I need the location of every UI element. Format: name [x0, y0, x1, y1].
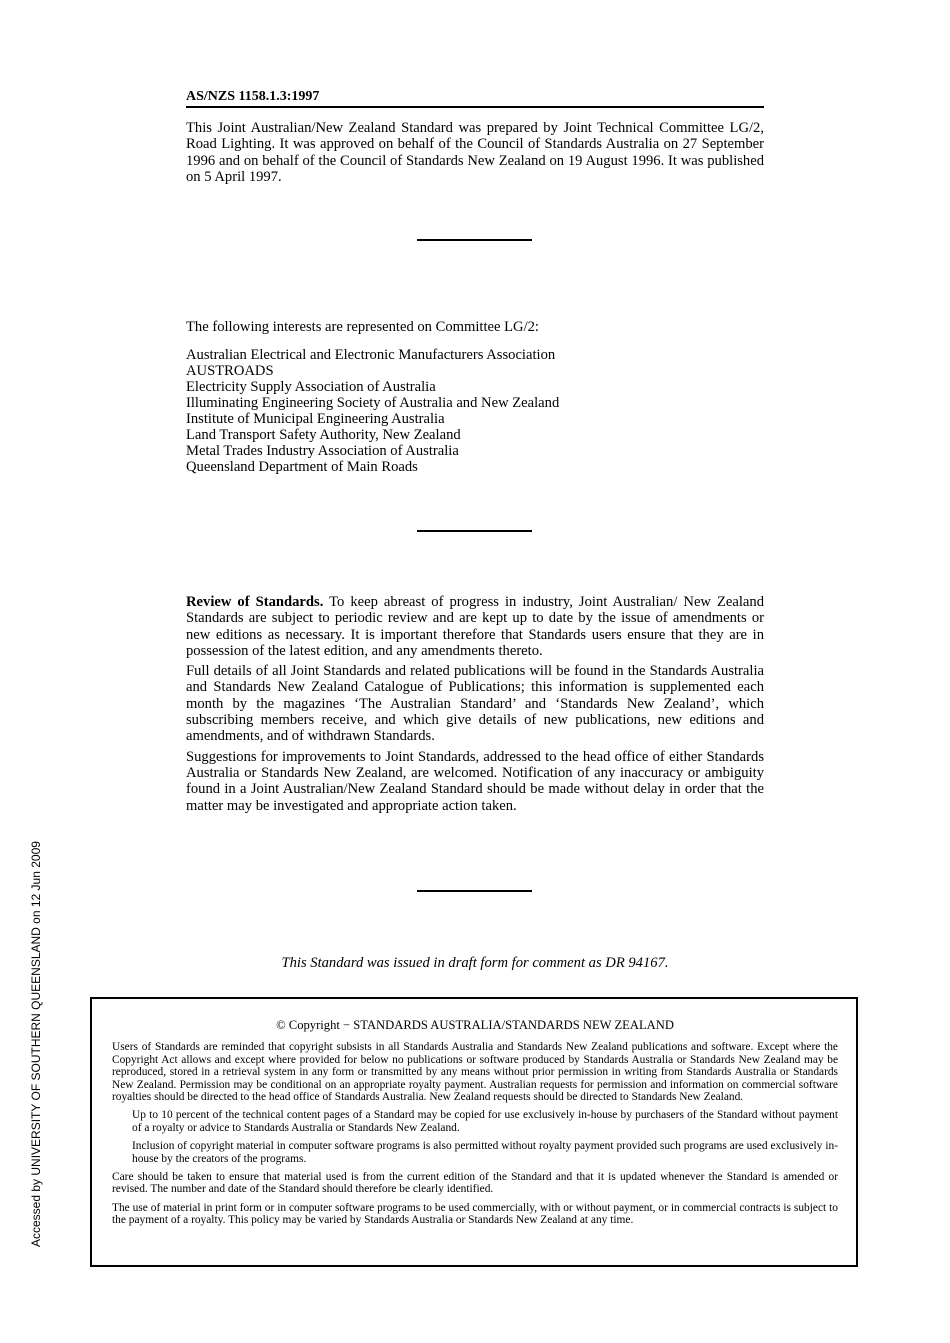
list-item: Metal Trades Industry Association of Australia [186, 443, 459, 459]
list-item: Illuminating Engineering Society of Australia and New Zealand [186, 395, 560, 411]
list-item: Australian Electrical and Electronic Manufacturers Association [186, 347, 556, 363]
review-section [186, 594, 764, 818]
copyright-paragraph: Inclusion of copyright material in computer software programs is also permitted without royalty payment provided such programs are used exclusively in-house by the creators of the programs. [132, 1140, 838, 1165]
intro-paragraph: This Joint Australian/New Zealand Standard was prepared by Joint Technical Committee LG/2, Road Lighting. It was approved on behalf of the Council of Standards Australia on 27 September 1996 and on behalf of the Council of Standards New Zealand on 19 August 1996. It was published on 5 April 1997. [186, 120, 764, 185]
list-item: Queensland Department of Main Roads [186, 459, 418, 475]
list-item: AUSTROADS [186, 363, 274, 379]
publications-paragraph: Full details of all Joint Standards and related publications will be found in the Standards Australia and Standards New Zealand Catalogue of Publications; this information is supplemented each month by the magazines ‘The Australian Standard’ and ‘Standards New Zealand’, which subscribing members receive, and which give details of new publications, new editions and amendments, and of withdrawn Standards. [186, 663, 764, 745]
list-item: Land Transport Safety Authority, New Zealand [186, 427, 461, 443]
review-text: To keep abreast of progress in industry, Joint Australian/ New Zealand Standards are subject to periodic review and are kept up to date by the issue of amendments or new editions as necessary. It is important therefore that Standards users ensure that they are in possession of the latest edition, and any amendments thereto. [186, 594, 765, 659]
section-divider [417, 530, 532, 532]
list-item: Electricity Supply Association of Australia [186, 379, 436, 395]
copyright-paragraph: Care should be taken to ensure that material used is from the current edition of the Standard and that it is updated whenever the Standard is amended or revised. The number and date of the Standard should therefore be clearly identified. [112, 1171, 838, 1196]
section-divider [417, 239, 532, 241]
access-watermark: Accessed by UNIVERSITY OF SOUTHERN QUEENSLAND on 12 Jun 2009 [29, 841, 43, 1247]
review-paragraph [186, 594, 764, 659]
copyright-paragraph: Up to 10 percent of the technical content pages of a Standard may be copied for use exclusively in-house by purchasers of the Standard without payment of a royalty or advice to Standards Australia or Standards New Zealand. [132, 1109, 838, 1134]
draft-note: This Standard was issued in draft form for comment as DR 94167. [281, 955, 669, 971]
standard-code-header: AS/NZS 1158.1.3:1997 [186, 88, 764, 108]
copyright-paragraph: The use of material in print form or in computer software programs to be used commercially, with or without payment, or in commercial contracts is subject to the payment of a royalty. This policy may be varied by Standards Australia or Standards New Zealand at any time. [112, 1201, 838, 1227]
committee-lead: The following interests are represented on Committee LG/2: [186, 319, 539, 335]
suggestions-paragraph: Suggestions for improvements to Joint Standards, addressed to the head office of either Standards Australia or Standards New Zealand, are welcomed. Notification of any inaccuracy or ambiguity found in a Joint Australian/New Zealand Standard should be made without delay in order that the matter may be investigated and appropriate action taken. [186, 748, 764, 814]
section-divider [417, 890, 532, 892]
list-item: Institute of Municipal Engineering Australia [186, 411, 445, 427]
copyright-box [90, 997, 858, 1267]
copyright-paragraph: Users of Standards are reminded that copyright subsists in all Standards Australia and Standards New Zealand publications and software. Except where the Copyright Act allows and except where provided for below no publications or software produced by Standards Australia or Standards New Zealand may be reproduced, stored in a retrieval system in any form or transmitted by any means without prior permission in writing from Standards Australia or Standards New Zealand. Permission may be conditional on an appropriate royalty payment. Australian requests for permission and information on commercial software royalties should be directed to the head office of Standards Australia. New Zealand requests should be directed to Standards New Zealand. [112, 1041, 838, 1104]
copyright-title: © Copyright − STANDARDS AUSTRALIA/STANDARDS NEW ZEALAND [276, 1018, 674, 1032]
review-heading: Review of Standards. [186, 594, 324, 610]
committee-member-list [186, 347, 559, 475]
